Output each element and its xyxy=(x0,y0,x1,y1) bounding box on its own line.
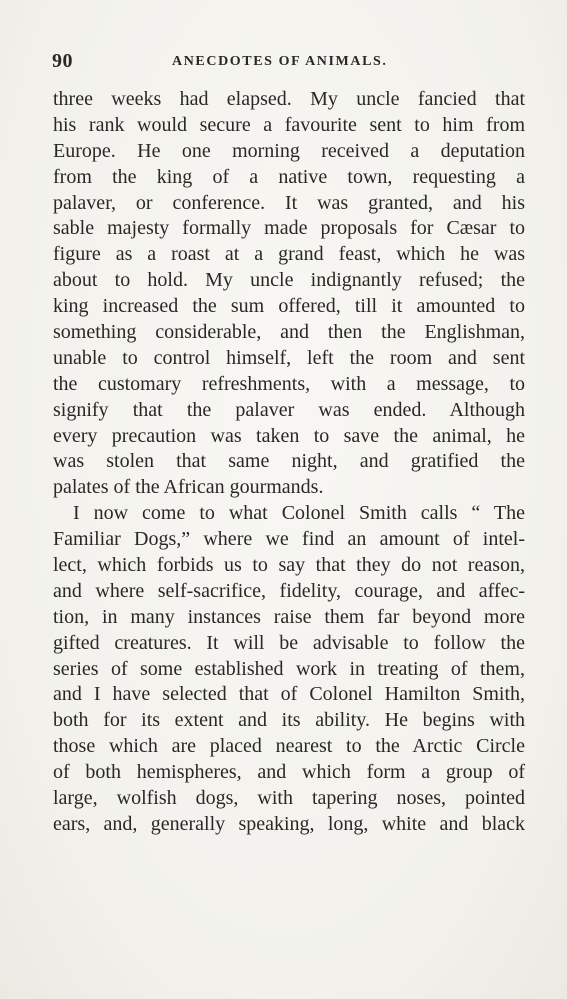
text-line: both for its extent and its ability. He begins with xyxy=(53,709,525,732)
text-line: those which are placed nearest to the Arctic Circle xyxy=(53,735,525,758)
text-line: gifted creatures. It will be advisable to follow the xyxy=(53,631,525,654)
page-header xyxy=(52,50,522,74)
text-line: and where self-sacrifice, fidelity, courage, and affec- xyxy=(53,579,525,602)
text-line: large, wolfish dogs, with tapering noses, pointed xyxy=(53,787,525,810)
text-line: from the king of a native town, requesting a xyxy=(53,165,525,188)
text-line: king increased the sum offered, till it amounted to xyxy=(53,295,525,318)
text-line: unable to control himself, left the room and sent xyxy=(53,346,525,369)
text-line: Familiar Dogs,” where we find an amount of intel- xyxy=(53,528,525,551)
text-line: sable majesty formally made proposals for Cæsar to xyxy=(53,217,525,240)
text-line: the customary refreshments, with a message, to xyxy=(53,372,525,395)
text-line: of both hemispheres, and which form a group of xyxy=(53,761,525,784)
text-line: tion, in many instances raise them far beyond more xyxy=(53,605,525,628)
text-line: palaver, or conference. It was granted, and his xyxy=(53,191,525,214)
text-line: ears, and, generally speaking, long, white and black xyxy=(53,812,525,835)
text-line: was stolen that same night, and gratified the xyxy=(53,450,525,473)
text-line: three weeks had elapsed. My uncle fancied that xyxy=(53,88,525,110)
body-text xyxy=(53,87,525,838)
text-line: about to hold. My uncle indignantly refused; the xyxy=(53,269,525,292)
text-line: his rank would secure a favourite sent to him from xyxy=(53,113,525,136)
running-title: ANECDOTES OF ANIMALS. xyxy=(172,54,388,69)
text-line: something considerable, and then the Englishman, xyxy=(53,321,525,344)
text-line: palates of the African gourmands. xyxy=(53,476,324,499)
text-line: series of some established work in treating of them, xyxy=(53,657,525,680)
text-line: signify that the palaver was ended. Although xyxy=(53,398,525,421)
page-number: 90 xyxy=(52,50,73,72)
text-line: every precaution was taken to save the animal, he xyxy=(53,424,525,447)
text-line: and I have selected that of Colonel Hamilton Smith, xyxy=(53,683,525,706)
text-line: I now come to what Colonel Smith calls “ The xyxy=(73,502,525,525)
text-line: figure as a roast at a grand feast, which he was xyxy=(53,243,525,266)
text-line: lect, which forbids us to say that they do not reason, xyxy=(53,554,525,577)
text-line: Europe. He one morning received a deputation xyxy=(53,139,525,162)
